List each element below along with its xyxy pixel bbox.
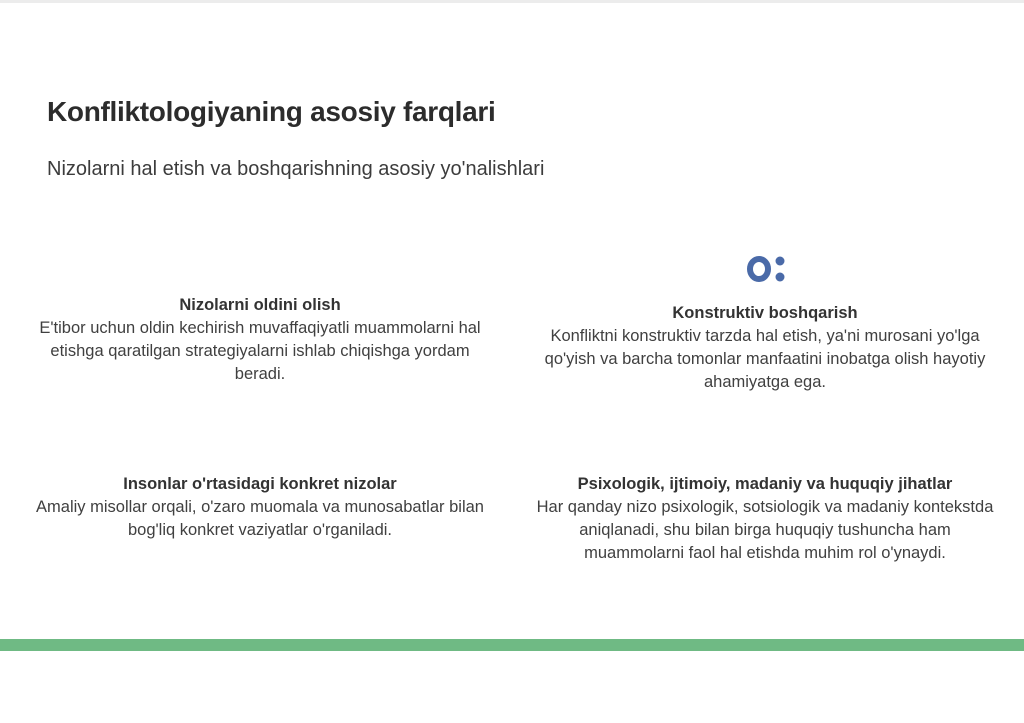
content-block-prevention: [30, 294, 490, 386]
slide-subtitle: Nizolarni hal etish va boshqarishning asosiy yo'nalishlari: [47, 158, 545, 180]
top-border: [0, 0, 1024, 3]
block-text: Konfliktni konstruktiv tarzda hal etish, ya'ni murosani yo'lga qo'yish va barcha tomonlar manfaatini inobatga olish hayotiy ahamiyatga ega.: [544, 327, 986, 391]
block-heading: Konstruktiv boshqarish: [672, 304, 858, 322]
block-text: Amaliy misollar orqali, o'zaro muomala va munosabatlar bilan bog'liq konkret vaziyatlar o'rganiladi.: [36, 498, 484, 539]
block-text: Har qanday nizo psixologik, sotsiologik va madaniy kontekstda aniqlanadi, shu bilan birga huquqiy tushuncha ham muammolarni faol hal etishda muhim rol o'ynaydi.: [536, 498, 994, 562]
quote-icon: [745, 240, 795, 290]
block-heading: Psixologik, ijtimoiy, madaniy va huquqiy jihatlar: [577, 475, 953, 493]
content-block-aspects: [530, 473, 1000, 565]
bottom-accent-bar: [0, 639, 1024, 651]
block-heading: Insonlar o'rtasidagi konkret nizolar: [123, 475, 397, 493]
slide-title: Konfliktologiyaning asosiy farqlari: [47, 96, 496, 127]
block-heading: Nizolarni oldini olish: [179, 296, 341, 314]
content-block-interpersonal: [30, 473, 490, 542]
block-text: E'tibor uchun oldin kechirish muvaffaqiyatli muammolarni hal etishga qaratilgan strategiyalarni ishlab chiqishga yordam beradi.: [39, 319, 481, 383]
content-block-constructive: [530, 302, 1000, 394]
